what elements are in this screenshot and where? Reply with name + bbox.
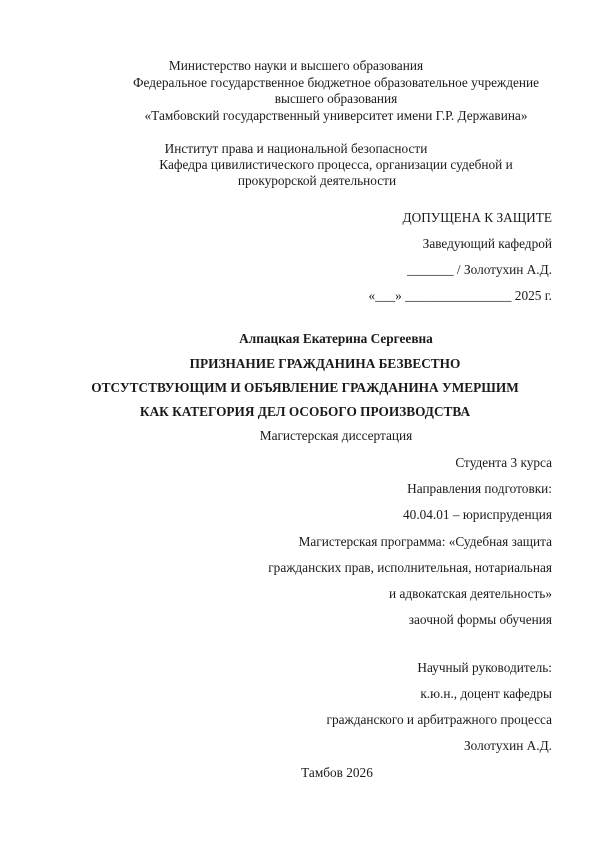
study-form: заочной формы обучения [408, 612, 552, 627]
supervisor-degree: к.ю.н., доцент кафедры [420, 686, 552, 701]
direction-code: 40.04.01 – юриспруденция [403, 507, 552, 522]
thesis-title-line-3: КАК КАТЕГОРИЯ ДЕЛ ОСОБОГО ПРОИЗВОДСТВА [139, 404, 471, 419]
approval-signature: _______ / Золотухин А.Д. [407, 262, 552, 277]
ministry-line: Министерство науки и высшего образования [168, 58, 424, 73]
supervisor-name: Золотухин А.Д. [463, 738, 552, 753]
institute-name: Институт права и национальной безопасности [164, 141, 428, 156]
approval-status: ДОПУЩЕНА К ЗАЩИТЕ [402, 210, 552, 225]
supervisor-department: гражданского и арбитражного процесса [326, 712, 552, 727]
thesis-title-line-1: ПРИЗНАНИЕ ГРАЖДАНИНА БЕЗВЕСТНО [189, 356, 461, 371]
program-line-1: Магистерская программа: «Судебная защита [298, 534, 552, 549]
student-course: Студента 3 курса [455, 455, 552, 470]
author-name: Алпацкая Екатерина Сергеевна [239, 331, 433, 346]
work-type: Магистерская диссертация [259, 428, 413, 443]
city-year: Тамбов 2026 [301, 765, 373, 780]
institution-line-2: высшего образования [274, 91, 398, 106]
institution-line-1: Федеральное государственное бюджетное образовательное учреждение [132, 75, 540, 90]
department-line-1: Кафедра цивилистического процесса, организации судебной и [159, 157, 513, 172]
thesis-title-line-2: ОТСУТСТВУЮЩИМ И ОБЪЯВЛЕНИЕ ГРАЖДАНИНА УМЕРШИМ [91, 380, 519, 395]
university-name: «Тамбовский государственный университет имени Г.Р. Державина» [144, 108, 528, 123]
supervisor-label: Научный руководитель: [417, 660, 552, 675]
approval-date: «___» ________________ 2025 г. [368, 288, 552, 303]
program-line-3: и адвокатская деятельность» [389, 586, 552, 601]
approval-role: Заведующий кафедрой [422, 236, 552, 251]
direction-label: Направления подготовки: [407, 481, 552, 496]
program-line-2: гражданских прав, исполнительная, нотариальная [268, 560, 552, 575]
department-line-2: прокурорской деятельности [237, 173, 397, 188]
